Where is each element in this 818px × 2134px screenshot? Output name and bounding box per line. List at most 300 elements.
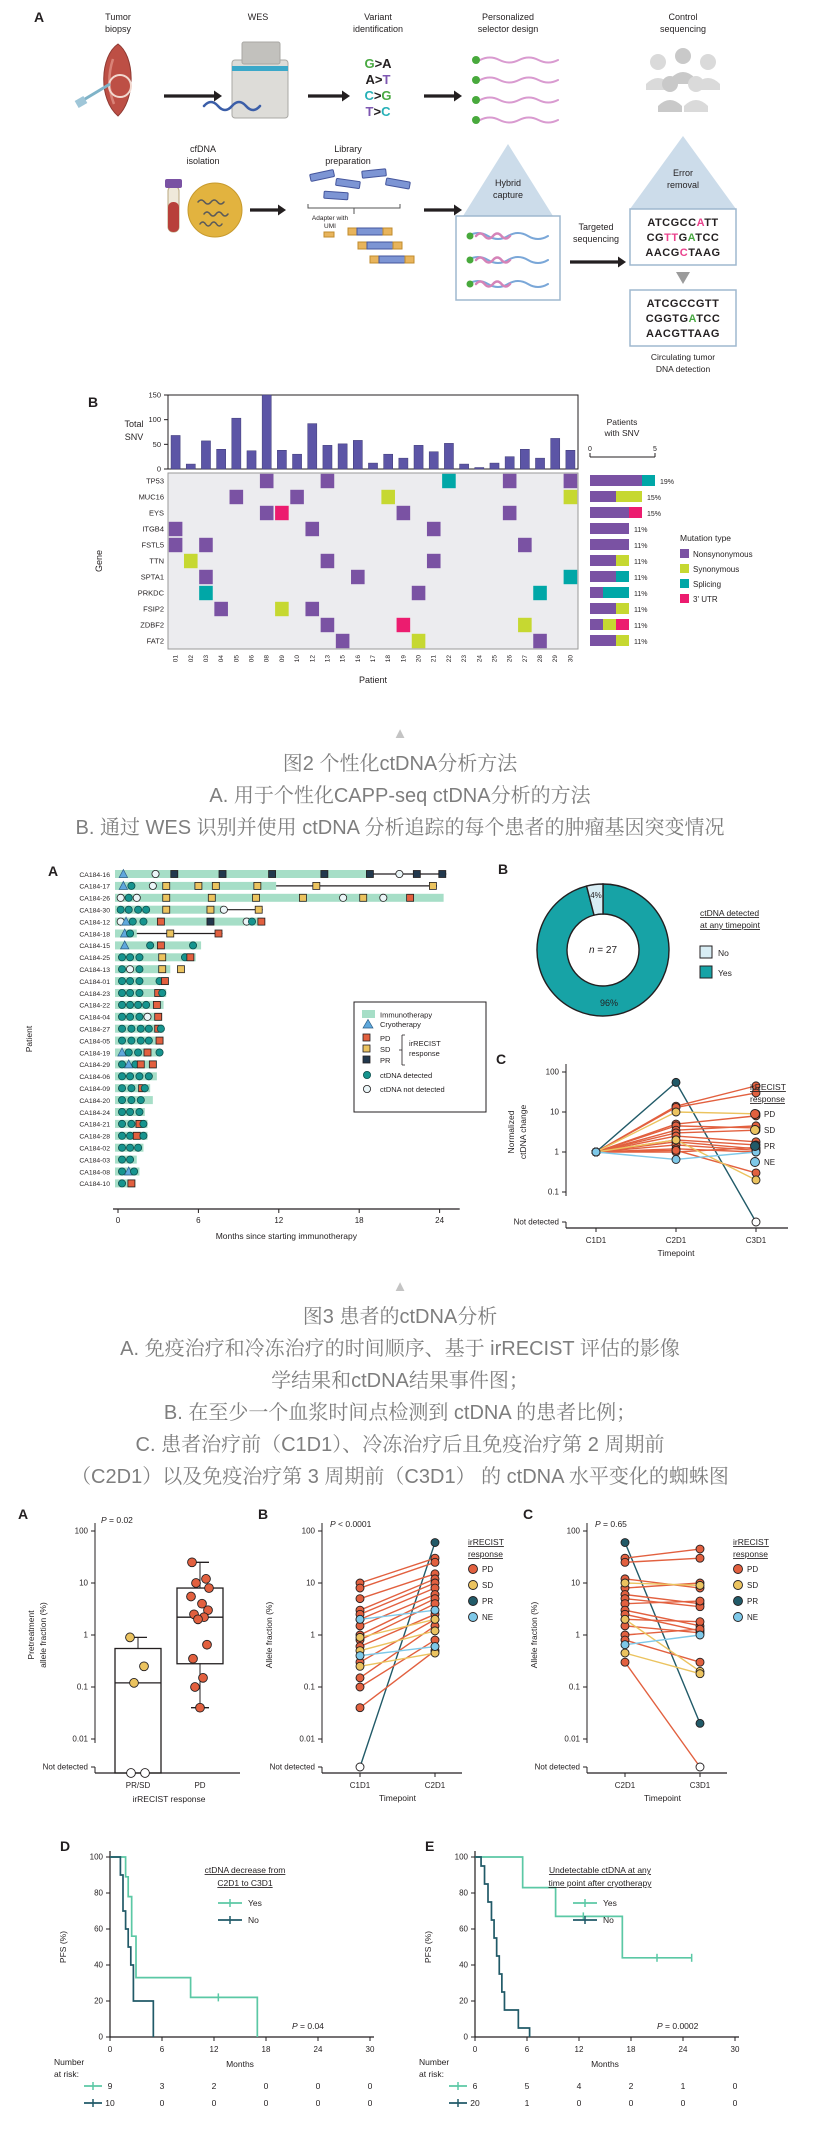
svg-text:AACGTTAAG: AACGTTAAG xyxy=(646,328,720,340)
svg-text:30: 30 xyxy=(365,2045,375,2054)
svg-text:Control: Control xyxy=(668,12,698,22)
svg-text:24: 24 xyxy=(678,2045,688,2054)
svg-text:17: 17 xyxy=(370,655,377,663)
svg-text:NE: NE xyxy=(482,1613,494,1622)
svg-text:cfDNA: cfDNA xyxy=(189,144,217,154)
svg-text:10: 10 xyxy=(571,1578,580,1588)
svg-text:0.01: 0.01 xyxy=(72,1734,88,1744)
svg-text:0: 0 xyxy=(263,2098,269,2108)
figure4-panel-c xyxy=(515,1499,780,1829)
svg-text:1: 1 xyxy=(83,1630,88,1640)
svg-text:CGTTGATCC: CGTTGATCC xyxy=(646,232,720,244)
svg-text:Allele fraction (%): Allele fraction (%) xyxy=(264,1601,274,1669)
svg-text:0.1: 0.1 xyxy=(76,1682,88,1692)
figure4-panel-b xyxy=(250,1499,515,1829)
svg-text:P = 0.02: P = 0.02 xyxy=(101,1515,133,1525)
svg-text:28: 28 xyxy=(537,655,545,663)
svg-text:biopsy: biopsy xyxy=(104,24,132,34)
svg-text:PR: PR xyxy=(764,1142,776,1151)
figure3-panel-c xyxy=(488,1044,818,1264)
svg-text:3: 3 xyxy=(159,2081,165,2091)
svg-text:CGGTGATCC: CGGTGATCC xyxy=(645,313,721,325)
svg-text:G>A: G>A xyxy=(364,56,392,71)
svg-text:26: 26 xyxy=(506,655,514,663)
svg-text:No: No xyxy=(248,1915,259,1925)
svg-text:11%: 11% xyxy=(634,543,648,550)
svg-text:PD: PD xyxy=(380,1034,391,1043)
svg-text:ATCGCCATT: ATCGCCATT xyxy=(647,217,719,229)
svg-text:identification: identification xyxy=(352,24,404,34)
svg-text:6: 6 xyxy=(524,2045,530,2054)
svg-text:27: 27 xyxy=(521,655,529,663)
svg-text:A: A xyxy=(18,1506,29,1522)
svg-text:12: 12 xyxy=(274,1216,284,1225)
svg-text:0.01: 0.01 xyxy=(299,1734,315,1744)
svg-text:SD: SD xyxy=(380,1045,391,1054)
figure4-panel-a xyxy=(10,1499,250,1829)
spider-plot-normalized-ctdna xyxy=(488,1044,818,1259)
svg-text:PFS (%): PFS (%) xyxy=(58,1930,68,1964)
svg-text:irRECIST: irRECIST xyxy=(409,1039,441,1048)
svg-text:15%: 15% xyxy=(647,511,662,518)
svg-text:08: 08 xyxy=(263,655,271,663)
svg-text:response: response xyxy=(750,1094,785,1104)
svg-text:Timepoint: Timepoint xyxy=(657,1248,695,1258)
svg-text:11%: 11% xyxy=(634,607,648,614)
km-legend xyxy=(205,1865,286,1925)
svg-text:sequencing: sequencing xyxy=(659,24,707,34)
svg-text:CA184-09: CA184-09 xyxy=(79,1086,110,1093)
swimmer-legend xyxy=(354,1002,486,1112)
irrecist-legend xyxy=(468,1537,504,1622)
svg-text:CA184-05: CA184-05 xyxy=(79,1038,110,1046)
svg-text:ctDNA detected: ctDNA detected xyxy=(700,908,760,918)
svg-text:DNA detection: DNA detection xyxy=(655,364,711,374)
svg-text:9: 9 xyxy=(107,2081,113,2091)
svg-text:0: 0 xyxy=(315,2098,321,2108)
svg-text:1: 1 xyxy=(575,1630,580,1640)
svg-text:SPTA1: SPTA1 xyxy=(140,572,164,582)
svg-text:02: 02 xyxy=(187,655,195,663)
svg-text:Number: Number xyxy=(54,2057,85,2067)
svg-text:C1D1: C1D1 xyxy=(349,1781,371,1790)
svg-text:A: A xyxy=(48,863,59,879)
svg-text:12: 12 xyxy=(574,2045,584,2054)
svg-text:CA184-26: CA184-26 xyxy=(79,895,110,903)
svg-text:irRECIST: irRECIST xyxy=(733,1537,769,1547)
svg-text:5: 5 xyxy=(524,2081,530,2091)
svg-text:PRKDC: PRKDC xyxy=(137,588,164,598)
svg-text:0.1: 0.1 xyxy=(547,1187,559,1197)
svg-text:Gene: Gene xyxy=(94,549,104,573)
svg-text:C>G: C>G xyxy=(364,88,392,103)
figure4-panel-d xyxy=(40,1829,405,2134)
svg-text:Nonsynonymous: Nonsynonymous xyxy=(693,550,753,559)
svg-text:Tumor: Tumor xyxy=(105,12,131,22)
svg-text:PD: PD xyxy=(747,1565,759,1574)
svg-text:4%: 4% xyxy=(590,891,602,900)
svg-text:CA184-21: CA184-21 xyxy=(79,1121,110,1129)
figure3-panel-a xyxy=(18,854,488,1259)
svg-text:Patient: Patient xyxy=(358,675,388,685)
svg-text:Patient: Patient xyxy=(24,1025,34,1053)
svg-text:CA184-27: CA184-27 xyxy=(79,1026,110,1034)
svg-text:Synonymous: Synonymous xyxy=(693,565,740,574)
svg-text:P = 0.0002: P = 0.0002 xyxy=(657,2021,699,2031)
svg-text:11%: 11% xyxy=(634,559,648,566)
svg-text:5: 5 xyxy=(653,446,657,453)
irrecist-legend xyxy=(733,1537,769,1622)
svg-text:24: 24 xyxy=(476,655,484,663)
svg-text:PFS (%): PFS (%) xyxy=(423,1930,433,1964)
figure3-caption xyxy=(0,1278,800,1493)
svg-text:ctDNA detected: ctDNA detected xyxy=(380,1071,433,1080)
figure3-caption-line-a2: 学结果和ctDNA结果事件图； xyxy=(271,1370,529,1392)
svg-text:150: 150 xyxy=(148,390,161,400)
svg-text:19: 19 xyxy=(400,655,408,663)
svg-text:UMI: UMI xyxy=(324,223,336,230)
svg-text:B: B xyxy=(258,1506,269,1522)
svg-text:at risk:: at risk: xyxy=(54,2069,80,2079)
svg-text:selector design: selector design xyxy=(477,24,539,34)
svg-text:0: 0 xyxy=(115,1216,121,1225)
svg-text:24: 24 xyxy=(435,1216,445,1225)
svg-text:100: 100 xyxy=(566,1526,580,1536)
svg-text:0: 0 xyxy=(628,2098,634,2108)
svg-text:0.1: 0.1 xyxy=(303,1682,315,1692)
svg-text:allele fraction (%): allele fraction (%) xyxy=(38,1602,48,1668)
svg-text:CA184-03: CA184-03 xyxy=(79,1157,110,1165)
svg-text:24: 24 xyxy=(313,2045,323,2054)
svg-text:No: No xyxy=(603,1915,614,1925)
figure2-image xyxy=(0,0,800,711)
svg-text:0: 0 xyxy=(576,2098,582,2108)
svg-text:0: 0 xyxy=(98,2032,103,2042)
caption-toggle-icon[interactable]: ▲ xyxy=(392,725,408,742)
spider-plot-c2d1-c3d1 xyxy=(515,1499,780,1824)
svg-text:1: 1 xyxy=(680,2081,686,2091)
svg-text:0: 0 xyxy=(367,2081,373,2091)
figure3-caption-line-b: B. 在至少一个血浆时间点检测到 ctDNA 的患者比例； xyxy=(163,1402,637,1424)
svg-text:11%: 11% xyxy=(634,623,648,630)
figure2-panel-a xyxy=(18,4,800,381)
swimmer-plot xyxy=(18,854,488,1254)
svg-text:18: 18 xyxy=(626,2045,636,2054)
svg-text:Timepoint: Timepoint xyxy=(643,1793,682,1803)
svg-text:Normalized: Normalized xyxy=(506,1110,516,1154)
svg-text:0: 0 xyxy=(680,2098,686,2108)
svg-text:10: 10 xyxy=(79,1578,88,1588)
svg-text:0: 0 xyxy=(156,464,161,474)
figure2-caption-title: 图2 个性化ctDNA分析方法 xyxy=(282,753,518,775)
svg-text:CA184-06: CA184-06 xyxy=(79,1074,110,1082)
svg-text:CA184-18: CA184-18 xyxy=(79,931,110,939)
svg-text:PR: PR xyxy=(747,1597,759,1606)
svg-text:20: 20 xyxy=(415,655,423,663)
figure3-caption-line-c1: C. 患者治疗前（C1D1）、冷冻治疗后且免疫治疗第 2 周期前 xyxy=(135,1434,665,1456)
svg-text:CA184-29: CA184-29 xyxy=(79,1062,110,1070)
svg-text:CA184-25: CA184-25 xyxy=(79,955,110,963)
svg-text:irRECIST response: irRECIST response xyxy=(132,1794,206,1804)
svg-text:23: 23 xyxy=(461,655,469,663)
spider-plot-c1d1-c2d1 xyxy=(250,1499,515,1824)
svg-text:10: 10 xyxy=(550,1107,559,1117)
svg-text:preparation: preparation xyxy=(325,156,371,166)
svg-text:P = 0.04: P = 0.04 xyxy=(292,2021,324,2031)
svg-text:isolation: isolation xyxy=(186,156,220,166)
svg-text:CA184-19: CA184-19 xyxy=(79,1050,110,1058)
svg-text:CA184-17: CA184-17 xyxy=(79,883,110,891)
svg-text:capture: capture xyxy=(492,190,524,200)
svg-text:29: 29 xyxy=(552,655,560,663)
svg-text:at any timepoint: at any timepoint xyxy=(700,920,761,930)
svg-text:CA184-23: CA184-23 xyxy=(79,990,110,998)
figure4-panel-e xyxy=(405,1829,770,2134)
capp-seq-workflow-diagram xyxy=(18,4,778,376)
svg-text:4: 4 xyxy=(576,2081,582,2091)
kaplan-meier-fig4e xyxy=(405,1829,770,2129)
svg-text:01: 01 xyxy=(172,655,180,663)
svg-text:Splicing: Splicing xyxy=(693,580,722,589)
svg-text:Targeted: Targeted xyxy=(578,222,614,232)
svg-text:2: 2 xyxy=(211,2081,217,2091)
svg-text:irRECIST: irRECIST xyxy=(468,1537,504,1547)
svg-text:50: 50 xyxy=(152,439,161,449)
svg-text:19%: 19% xyxy=(660,479,675,486)
svg-text:WES: WES xyxy=(247,12,269,22)
svg-text:CA184-10: CA184-10 xyxy=(79,1181,110,1189)
svg-text:22: 22 xyxy=(445,655,453,663)
svg-text:removal: removal xyxy=(666,180,700,190)
svg-text:Not detected: Not detected xyxy=(513,1217,559,1227)
svg-text:Number: Number xyxy=(419,2057,450,2067)
figure3-caption-line-c2: （C2D1）以及免疫治疗第 3 周期前（C3D1） 的 ctDNA 水平变化的蜘蛛图 xyxy=(71,1466,729,1488)
svg-text:C2D1: C2D1 xyxy=(614,1781,636,1790)
svg-text:Timepoint: Timepoint xyxy=(378,1793,417,1803)
pretreatment-allele-fraction-boxplot xyxy=(10,1499,250,1824)
svg-text:Allele fraction (%): Allele fraction (%) xyxy=(529,1601,539,1669)
svg-text:96%: 96% xyxy=(599,998,619,1008)
svg-text:11%: 11% xyxy=(634,639,648,646)
svg-text:21: 21 xyxy=(430,655,438,663)
svg-text:11%: 11% xyxy=(634,527,648,534)
svg-text:PD: PD xyxy=(764,1110,776,1119)
svg-text:A: A xyxy=(34,9,45,25)
svg-text:at risk:: at risk: xyxy=(419,2069,445,2079)
svg-text:CA184-20: CA184-20 xyxy=(79,1097,110,1105)
svg-text:B: B xyxy=(88,394,99,410)
svg-text:Immunotherapy: Immunotherapy xyxy=(380,1010,433,1020)
svg-text:Months: Months xyxy=(226,2059,254,2069)
svg-text:Library: Library xyxy=(334,144,362,154)
svg-text:P < 0.0001: P < 0.0001 xyxy=(330,1519,372,1529)
svg-text:TTN: TTN xyxy=(149,556,164,566)
svg-text:25: 25 xyxy=(491,655,499,663)
svg-text:20: 20 xyxy=(94,1996,103,2006)
svg-text:B: B xyxy=(498,861,509,877)
svg-text:time point after cryotherapy: time point after cryotherapy xyxy=(548,1878,652,1888)
figure2-caption xyxy=(0,725,800,844)
svg-text:0: 0 xyxy=(472,2045,478,2054)
figure3-caption-title: 图3 患者的ctDNA分析 xyxy=(302,1306,498,1328)
svg-text:PR/SD: PR/SD xyxy=(125,1781,151,1790)
svg-text:0.1: 0.1 xyxy=(568,1682,580,1692)
svg-text:C: C xyxy=(523,1506,534,1522)
svg-text:CA184-28: CA184-28 xyxy=(79,1133,110,1141)
svg-text:10: 10 xyxy=(105,2098,115,2108)
svg-text:20: 20 xyxy=(459,1996,468,2006)
svg-text:ctDNA not detected: ctDNA not detected xyxy=(380,1085,445,1094)
svg-text:04: 04 xyxy=(218,655,226,663)
figure3-caption-line-a1: A. 免疫治疗和冷冻治疗的时间顺序、基于 irRECIST 评估的影像 xyxy=(120,1338,680,1360)
caption-toggle-icon[interactable]: ▲ xyxy=(392,1278,408,1295)
svg-text:CA184-24: CA184-24 xyxy=(79,1109,110,1117)
svg-text:40: 40 xyxy=(459,1960,468,1970)
svg-text:16: 16 xyxy=(354,655,362,663)
svg-text:C2D1: C2D1 xyxy=(665,1236,687,1245)
svg-text:ctDNA decrease from: ctDNA decrease from xyxy=(204,1865,286,1875)
svg-text:100: 100 xyxy=(545,1067,559,1077)
figure3-panel-b xyxy=(488,854,818,1044)
svg-text:n = 27: n = 27 xyxy=(588,945,618,956)
svg-text:C2D1: C2D1 xyxy=(424,1781,446,1790)
svg-text:PR: PR xyxy=(482,1597,494,1606)
svg-text:60: 60 xyxy=(459,1924,468,1934)
svg-text:05: 05 xyxy=(233,655,241,663)
svg-text:ITGB4: ITGB4 xyxy=(142,524,164,534)
svg-text:Yes: Yes xyxy=(603,1898,617,1908)
svg-text:1: 1 xyxy=(310,1630,315,1640)
svg-text:response: response xyxy=(409,1049,440,1058)
svg-text:09: 09 xyxy=(278,655,286,663)
svg-text:FAT2: FAT2 xyxy=(146,636,164,646)
svg-text:with SNV: with SNV xyxy=(604,428,640,438)
figure2-panel-b xyxy=(18,381,800,711)
svg-text:15%: 15% xyxy=(647,495,662,502)
svg-text:E: E xyxy=(425,1838,435,1854)
svg-text:40: 40 xyxy=(94,1960,103,1970)
svg-text:PR: PR xyxy=(380,1056,391,1065)
svg-text:C: C xyxy=(496,1051,507,1067)
svg-text:ZDBF2: ZDBF2 xyxy=(140,620,164,630)
svg-text:Months: Months xyxy=(591,2059,619,2069)
svg-text:15: 15 xyxy=(339,655,347,663)
svg-text:18: 18 xyxy=(261,2045,271,2054)
svg-text:PD: PD xyxy=(482,1565,494,1574)
svg-text:EYS: EYS xyxy=(148,508,164,518)
svg-text:Undetectable ctDNA at any: Undetectable ctDNA at any xyxy=(548,1865,652,1875)
svg-text:CA184-08: CA184-08 xyxy=(79,1169,110,1177)
svg-text:SD: SD xyxy=(482,1581,494,1590)
svg-text:D: D xyxy=(60,1838,71,1854)
svg-text:Mutation type: Mutation type xyxy=(680,533,732,543)
ctdna-detected-donut-chart xyxy=(488,854,798,1039)
svg-text:irRECIST: irRECIST xyxy=(750,1082,786,1092)
svg-text:ATCGCCGTT: ATCGCCGTT xyxy=(646,298,720,310)
svg-text:12: 12 xyxy=(309,655,317,663)
svg-text:Yes: Yes xyxy=(248,1898,262,1908)
svg-text:0: 0 xyxy=(159,2098,165,2108)
svg-text:18: 18 xyxy=(354,1216,364,1225)
svg-text:10: 10 xyxy=(294,655,302,663)
svg-text:Cryotherapy: Cryotherapy xyxy=(380,1020,421,1029)
svg-text:0: 0 xyxy=(211,2098,217,2108)
kaplan-meier-fig4d xyxy=(40,1829,405,2129)
svg-text:Pretreatment: Pretreatment xyxy=(26,1610,36,1660)
svg-text:Not detected: Not detected xyxy=(534,1762,580,1772)
svg-text:MUC16: MUC16 xyxy=(138,492,164,502)
svg-text:80: 80 xyxy=(459,1888,468,1898)
svg-text:FSTL5: FSTL5 xyxy=(141,540,164,550)
svg-text:6: 6 xyxy=(472,2081,478,2091)
svg-text:10: 10 xyxy=(306,1578,315,1588)
svg-text:CA184-22: CA184-22 xyxy=(79,1002,110,1010)
svg-text:Months since starting immunoth: Months since starting immunotherapy xyxy=(215,1231,357,1241)
svg-text:30: 30 xyxy=(730,2045,740,2054)
svg-text:0: 0 xyxy=(315,2081,321,2091)
svg-text:80: 80 xyxy=(94,1888,103,1898)
donut-legend xyxy=(700,908,761,978)
svg-text:0.01: 0.01 xyxy=(564,1734,580,1744)
svg-text:P = 0.65: P = 0.65 xyxy=(595,1519,627,1529)
svg-text:100: 100 xyxy=(454,1852,468,1862)
svg-text:0: 0 xyxy=(732,2081,738,2091)
svg-text:CA184-12: CA184-12 xyxy=(79,919,110,927)
svg-text:response: response xyxy=(733,1549,768,1559)
svg-text:03: 03 xyxy=(202,655,210,663)
svg-text:C3D1: C3D1 xyxy=(689,1781,711,1790)
svg-text:20: 20 xyxy=(470,2098,480,2108)
svg-text:Total: Total xyxy=(124,419,144,429)
svg-text:18: 18 xyxy=(385,655,393,663)
svg-text:1: 1 xyxy=(554,1147,559,1157)
svg-text:6: 6 xyxy=(196,1216,201,1225)
svg-text:CA184-04: CA184-04 xyxy=(79,1014,110,1022)
svg-text:PD: PD xyxy=(194,1781,206,1790)
svg-text:NE: NE xyxy=(747,1613,759,1622)
svg-text:100: 100 xyxy=(74,1526,88,1536)
svg-text:Yes: Yes xyxy=(718,968,732,978)
svg-text:0: 0 xyxy=(107,2045,113,2054)
svg-text:NE: NE xyxy=(764,1158,776,1167)
svg-text:SD: SD xyxy=(764,1126,776,1135)
svg-text:Hybrid: Hybrid xyxy=(494,178,522,188)
figure2-caption-line-b: B. 通过 WES 识别并使用 ctDNA 分析追踪的每个患者的肿瘤基因突变情况 xyxy=(75,817,725,839)
svg-text:CA184-30: CA184-30 xyxy=(79,907,110,915)
svg-text:sequencing: sequencing xyxy=(572,234,620,244)
svg-text:0: 0 xyxy=(263,2081,269,2091)
svg-text:12: 12 xyxy=(209,2045,219,2054)
svg-text:CA184-01: CA184-01 xyxy=(79,978,110,986)
svg-text:1: 1 xyxy=(524,2098,530,2108)
svg-text:Personalized: Personalized xyxy=(481,12,535,22)
svg-text:2: 2 xyxy=(628,2081,634,2091)
svg-text:CA184-15: CA184-15 xyxy=(79,943,110,951)
svg-text:ctDNA change: ctDNA change xyxy=(518,1104,528,1160)
svg-text:CA184-16: CA184-16 xyxy=(79,871,110,879)
svg-text:60: 60 xyxy=(94,1924,103,1934)
svg-text:100: 100 xyxy=(148,415,161,425)
svg-text:11%: 11% xyxy=(634,591,648,598)
svg-text:11%: 11% xyxy=(634,575,648,582)
figure2-caption-line-a: A. 用于个性化CAPP-seq ctDNA分析的方法 xyxy=(209,785,591,807)
mutation-heatmap-chart xyxy=(18,381,778,706)
svg-text:06: 06 xyxy=(248,655,256,663)
svg-text:100: 100 xyxy=(301,1526,315,1536)
svg-text:C2D1 to C3D1: C2D1 to C3D1 xyxy=(217,1878,273,1888)
svg-text:13: 13 xyxy=(324,655,332,663)
svg-text:Error: Error xyxy=(673,168,693,178)
